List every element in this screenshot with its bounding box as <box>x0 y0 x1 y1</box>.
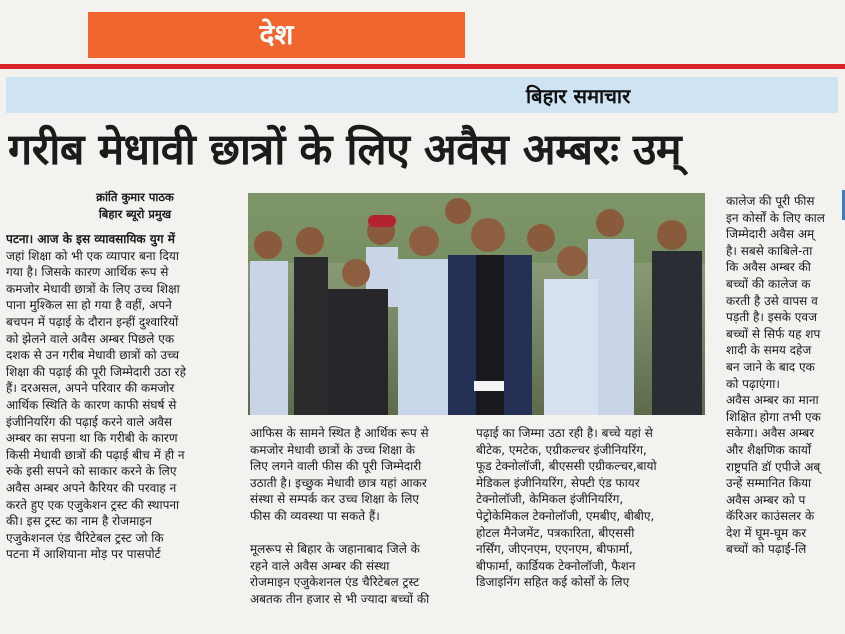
text-line: अवैस अम्बर का माना <box>726 393 819 408</box>
text-line: अवैस अम्बर अपने कैरियर की परवाह न <box>6 480 177 495</box>
text-line: बच्चों की कालेज क <box>726 276 811 291</box>
text-line: कॅरिअर काउंसलर के <box>726 509 815 524</box>
text-line: बीफार्मा, कार्डियक टेक्नोलॉजी, फैशन <box>476 558 636 573</box>
byline-role: बिहार ब्यूरो प्रमुख <box>98 207 172 221</box>
text-line: शिक्षा की पढ़ाई की पूरी जिम्मेदारी उठा रहे <box>6 364 186 379</box>
text-line: सकेगा। अवैस अम्बर <box>726 426 815 441</box>
text-line: आर्थिक स्थिति के कारण काफी संघर्ष से <box>6 397 177 412</box>
red-divider <box>0 64 845 69</box>
text-line: करते हुए एक एजुकेशन ट्रस्ट की स्थापना <box>6 497 180 512</box>
text-line: शादी के समय दहेज <box>726 343 812 358</box>
text-line: पेट्रोकेमिकल टेक्नोलॉजी, एमबीए, बीबीए, <box>476 508 655 523</box>
text-line: बच्चों को पढ़ाई-लि <box>726 542 807 557</box>
text-line: और शैक्षणिक कार्यों <box>726 442 811 457</box>
byline-author: क्रांति कुमार पाठक <box>96 190 174 204</box>
text-line: नर्सिंग, जीएनएम, एएनएम, बीफार्मा, <box>476 542 633 557</box>
news-photo <box>248 193 705 415</box>
text-line: शिक्षित होगा तभी एक <box>726 409 821 424</box>
headline: गरीब मेधावी छात्रों के लिए अवैस अम्बरः उम् <box>8 125 682 175</box>
text-line: जहां शिक्षा को भी एक व्यापार बना दिया <box>6 248 179 263</box>
text-line: कि अवैस अम्बर की <box>726 260 811 275</box>
group-photo-illustration <box>248 193 705 415</box>
text-line: देश में घूम-घूम कर <box>726 525 807 540</box>
section-band-label: देश <box>259 18 294 51</box>
text-line: बन जाने के बाद एक <box>726 359 815 374</box>
text-line: पड़ती है। इसके एवज <box>726 310 817 325</box>
text-line: को झेलने वाले अवैस अम्बर पिछले एक <box>6 331 175 346</box>
text-line: संस्था से सम्पर्क कर उच्च शिक्षा के लिए <box>250 492 420 507</box>
text-line: उठाती है। इच्छुक मेधावी छात्र यहां आकर <box>250 475 427 490</box>
text-line: किसी मेधावी छात्रों की पढ़ाई बीच में ही न <box>6 447 185 462</box>
text-line: रोजमाइन एजुकेशनल एंड चैरिटेबल ट्रस्ट <box>250 575 420 590</box>
text-line: पढ़ाई का जिम्मा उठा रही है। बच्चे यहां से <box>476 426 653 440</box>
text-line: पटना में आशियाना मोड़ पर पासपोर्ट <box>6 547 161 562</box>
text-line: दशक से उन गरीब मेधावी छात्रों को उच्च <box>6 348 180 363</box>
text-line: इंजीनियरिंग की पढ़ाई करने वाले अवैस <box>6 414 173 429</box>
text-line: कमजोर मेधावी छात्रों के उच्च शिक्षा के <box>250 442 416 457</box>
text-line: राष्ट्रपति डॉ एपीजे अब् <box>726 459 821 474</box>
section-band <box>88 12 465 58</box>
text-line: फीस की व्यवस्था पा सकते हैं। <box>250 508 380 523</box>
article-column-3 <box>476 425 706 630</box>
text-line: रुके इसी सपने को साकार करने के लिए <box>6 464 177 479</box>
text-line: गया है। जिसके कारण आर्थिक रूप से <box>6 265 169 280</box>
text-line: अम्बर का सपना था कि गरीबी के कारण <box>6 431 178 446</box>
text-line: लिए लगने वाली फीस की पूरी जिम्मेदारी <box>250 459 422 474</box>
text-line: कालेज की पूरी फीस <box>726 194 815 208</box>
article-column-4 <box>726 193 845 623</box>
text-line: टेक्नोलॉजी, केमिकल इंजीनियरिंग, <box>476 492 624 507</box>
text-line: उन्हें सम्मानित किया <box>726 476 812 491</box>
section-title: बिहार समाचार <box>526 84 631 108</box>
text-line: मूलरूप से बिहार के जहानाबाद जिले के <box>250 542 420 557</box>
text-line: की। इस ट्रस्ट का नाम है रोजमाइन <box>6 514 152 529</box>
text-line: है। सबसे काबिले-ता <box>726 243 813 258</box>
text-line: फूड टेक्नोलॉजी, बीएससी एग्रीकल्चर,बायो <box>476 459 657 474</box>
text-line: बच्चों से सिर्फ यह शप <box>726 326 821 341</box>
text-line: बचपन में पढ़ाई के दौरान इन्हीं दुश्वारियों <box>6 314 179 329</box>
article-column-2 <box>250 425 470 630</box>
text-line: डिजाइनिंग सहित कई कोर्सों के लिए <box>476 575 630 590</box>
text-line: अबतक तीन हजार से भी ज्यादा बच्चों की <box>250 591 430 606</box>
text-line: जिम्मेदारी अवैस अम् <box>726 227 815 242</box>
text-line: होटल मैनेजमेंट, पत्रकारिता, बीएससी <box>476 525 635 540</box>
text-line: पटना। आज के इस व्यावसायिक युग में <box>6 232 175 246</box>
text-line: एजुकेशनल एंड चैरिटेबल ट्रस्ट जो कि <box>6 530 164 545</box>
text-line: मेडिकल इंजीनियरिंग, सेफ्टी एंड फायर <box>476 475 640 490</box>
text-line: करती है उसे वापस व <box>726 293 818 308</box>
text-line: बीटेक, एमटेक, एग्रीकल्चर इंजीनियरिंग, <box>476 442 647 457</box>
text-line <box>250 525 470 542</box>
text-line: आफिस के सामने स्थित है आर्थिक रूप से <box>250 426 429 440</box>
text-line: पाना मुश्किल सा हो गया है वहीं, अपने <box>6 298 172 313</box>
article-column-1 <box>6 231 232 631</box>
byline <box>60 189 210 223</box>
text-line: को पढ़ाएंगा। <box>726 376 780 391</box>
section-bar <box>6 77 838 113</box>
text-line: हैं। दरअसल, अपने परिवार की कमजोर <box>6 381 175 396</box>
text-line: रहने वाले अवैस अम्बर की संस्था <box>250 558 390 573</box>
text-line: इन कोर्सों के लिए काल <box>726 210 825 225</box>
text-line: अवैस अम्बर को प <box>726 492 806 507</box>
text-line: कमजोर मेधावी छात्रों के लिए उच्च शिक्षा <box>6 281 180 296</box>
